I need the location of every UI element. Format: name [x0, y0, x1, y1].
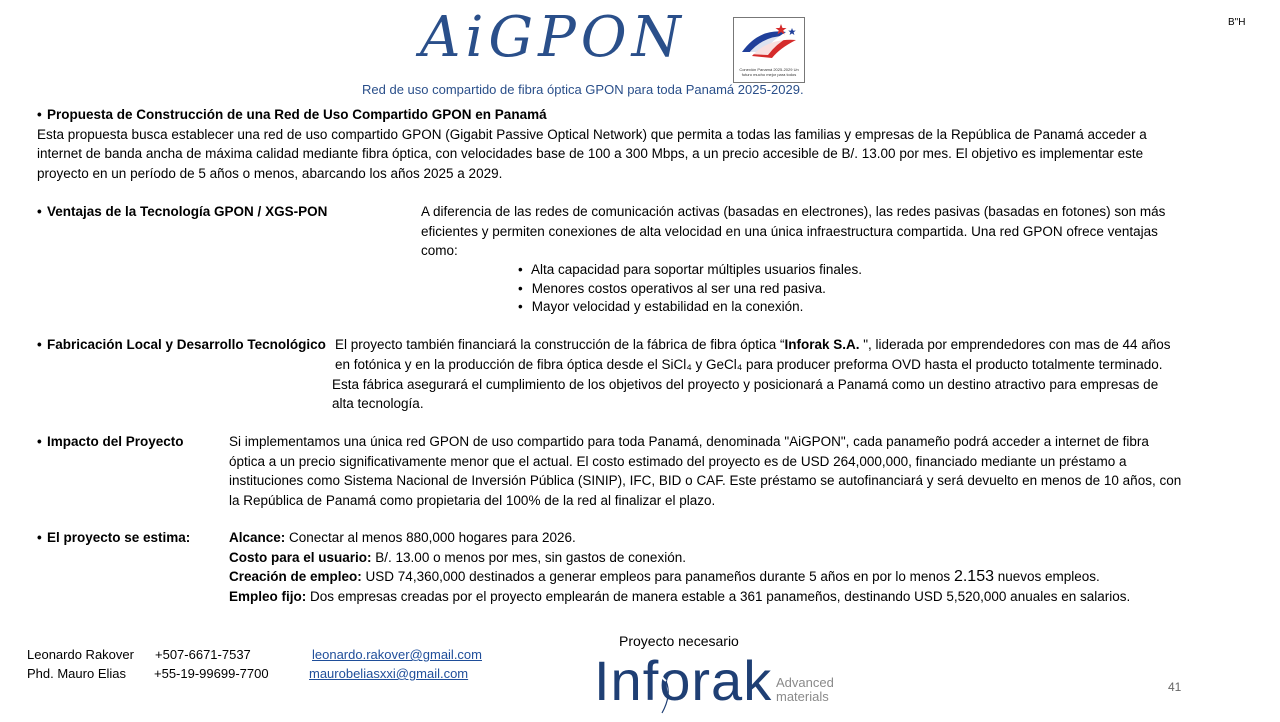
brand-line: Advanced [776, 675, 834, 690]
contact-email-link[interactable]: maurobeliasxxi@gmail.com [309, 666, 469, 681]
flag-caption: Conexión Panamá 2025-2029 Un futuro mucho mejor para todos [739, 67, 799, 77]
company-name: Inforak S.A. [784, 337, 860, 352]
panama-flag-logo [733, 17, 805, 83]
impact-heading [37, 432, 184, 452]
contact-phone: +55-19-99699-7700 [154, 666, 269, 681]
subtitle: Red de uso compartido de fibra óptica GPON para toda Panamá 2025-2029. [362, 82, 804, 97]
list-item [518, 298, 862, 317]
contact-email-link[interactable]: leonardo.rakover@gmail.com [312, 647, 482, 662]
fabrication-line: alta tecnología. [332, 396, 424, 411]
contact-name: Phd. Mauro Elias [27, 666, 126, 681]
list-item [518, 280, 862, 299]
list-item [518, 261, 862, 280]
proposal-line: Esta propuesta busca establecer una red de uso compartido GPON (Gigabit Passive Optical Network) que permita a todas las familias y empresas de la República de Panamá acceder a [37, 126, 1147, 142]
list-item-text: Mayor velocidad y estabilidad en la conexión. [531, 299, 804, 314]
fabrication-line: Esta fábrica asegurará el cumplimiento de los objetivos del proyecto y posicionará a Panamá como un destino atractivo para empresas de [332, 377, 1159, 392]
brand-tagline [776, 676, 834, 704]
page-number: 41 [1168, 680, 1182, 694]
proposal-line: proyecto en un período de 5 años o menos, abarcando los años 2025 a 2029. [37, 165, 503, 181]
fabrication-text: El proyecto también financiará la construcción de la fábrica de fibra óptica “ [335, 337, 785, 352]
list-item-text: Menores costos operativos al ser una red pasiva. [531, 280, 826, 296]
project-needed-label: Proyecto necesario [619, 633, 739, 649]
brand-line: materials [776, 689, 829, 704]
fabrication-line: en fotónica y en la producción de fibra óptica desde el SiCl₄ y GeCl₄ para producer preforma OVD hasta el producto totalmente terminado. [335, 357, 1163, 372]
proposal-heading [37, 105, 1257, 125]
impact-line: óptica a un precio significativamente menor que el actual. El costo estimado del proyecto es de USD 264,000,000, financiado mediante un préstamo a [229, 453, 1127, 469]
advantages-heading-text: Ventajas de la Tecnología GPON / XGS-PON [47, 204, 328, 219]
bullet-icon: • [518, 280, 523, 296]
bh-mark: B"H [1228, 17, 1246, 28]
bullet-icon: • [518, 262, 523, 277]
inforak-logo: Inforak [594, 649, 773, 712]
advantages-line: A diferencia de las redes de comunicación activas (basadas en electrones), las redes pasivas (basadas en fotones) son más [421, 204, 1166, 219]
impact-line: Si implementamos una única red GPON de uso compartido para toda Panamá, denominada "AiGPON", cada panameño podrá acceder a internet de fibra [229, 434, 1149, 449]
jobs-count: 2.153 [953, 568, 994, 585]
estimate-list [229, 528, 1259, 606]
estimate-value: Conectar al menos 880,000 hogares para 2026. [285, 530, 576, 545]
bullet-icon: • [37, 530, 42, 545]
estimate-label: Empleo fijo: [229, 588, 307, 604]
bullet-icon: • [518, 299, 523, 314]
estimate-row [229, 587, 1259, 607]
bullet-icon: • [37, 107, 42, 122]
contact-name: Leonardo Rakover [27, 647, 134, 662]
estimate-heading [37, 528, 190, 548]
impact-line: instituciones como Sistema Nacional de Inversión Pública (SINIP), IFC, BID o CAF. Este préstamo se autofinanciará y será devuelto en menos de 10 años, con [229, 473, 1182, 488]
estimate-value: nuevos empleos. [994, 569, 1100, 584]
bullet-icon: • [37, 204, 42, 219]
fabrication-heading-text: Fabricación Local y Desarrollo Tecnológico [47, 337, 326, 352]
advantages-text [421, 202, 1241, 261]
estimate-label: Alcance: [229, 530, 286, 545]
estimate-row [229, 528, 1259, 548]
list-item-text: Alta capacidad para soportar múltiples usuarios finales. [531, 262, 862, 277]
estimate-label: Creación de empleo: [229, 569, 362, 584]
proposal-section [37, 105, 1257, 183]
estimate-row [229, 567, 1259, 587]
advantages-line: como: [421, 243, 458, 258]
impact-text [229, 432, 1249, 510]
fabrication-heading [37, 335, 326, 355]
flag-icon [734, 18, 804, 66]
advantages-heading [37, 202, 327, 222]
advantages-line: eficientes y permiten conexiones de alta velocidad en una única infraestructura compartida. Una red GPON ofrece ventajas [421, 223, 1158, 239]
estimate-value: USD 74,360,000 destinados a generar empleos para panameños durante 5 años en por lo menos [361, 569, 954, 584]
estimate-label: Costo para el usuario: [229, 549, 372, 565]
estimate-value: Dos empresas creadas por el proyecto emplearán de manera estable a 361 panameños, destinando USD 5,520,000 anuales en salarios. [306, 588, 1131, 604]
proposal-line: internet de banda ancha de máxima calidad mediante fibra óptica, con velocidades base de 100 a 300 Mbps, a un precio accesible de B/. 13.00 por mes. El objetivo es implementar este [37, 146, 1144, 161]
estimate-row [229, 548, 1259, 568]
estimate-value: B/. 13.00 o menos por mes, sin gastos de conexión. [371, 549, 686, 565]
advantages-list [518, 261, 862, 317]
fabrication-text: ", liderada por emprendedores con mas de 44 años [859, 337, 1171, 352]
estimate-heading-text: El proyecto se estima: [47, 530, 191, 545]
aigpon-logo: AiGPON [420, 5, 686, 70]
contact-phone: +507-6671-7537 [155, 647, 251, 662]
bullet-icon: • [37, 434, 42, 449]
impact-line: la República de Panamá como propietaria del 100% de la red al finalizar el plazo. [229, 492, 716, 508]
proposal-heading-text: Propuesta de Construcción de una Red de Uso Compartido GPON en Panamá [47, 107, 547, 122]
bullet-icon: • [37, 337, 42, 352]
fabrication-line [335, 335, 1255, 355]
impact-heading-text: Impacto del Proyecto [47, 434, 184, 449]
fiber-icon [652, 655, 692, 722]
